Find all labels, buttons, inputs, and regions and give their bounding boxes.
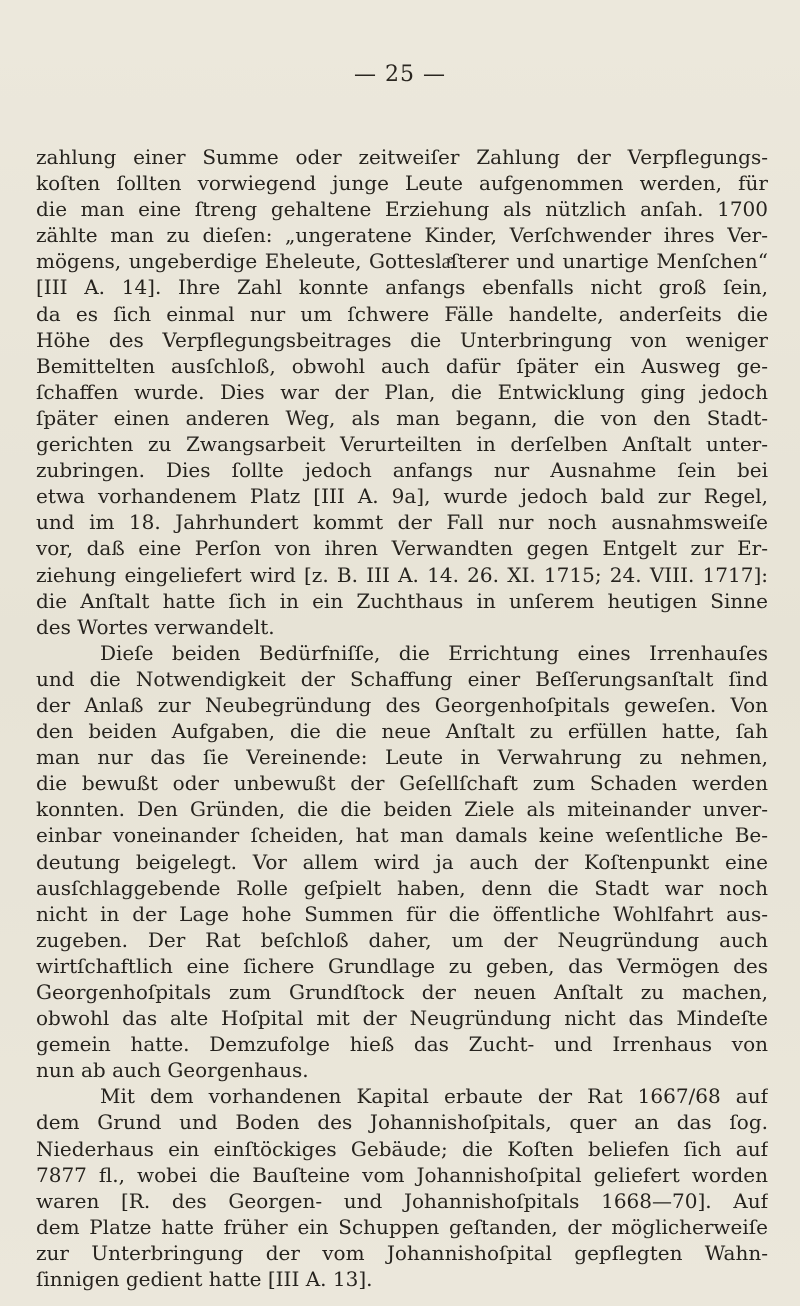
text-line: ſpäter einen anderen Weg, als man begann, die von den Stadt- (36, 405, 768, 430)
text-line: waren [R. des Georgen- und Johannishoſpitals 1668—70]. Auf (36, 1188, 768, 1213)
text-line: den beiden Aufgaben, die die neue Anſtalt zu erfüllen hatte, ſah (36, 719, 768, 744)
text-line: ſchaffen wurde. Dies war der Plan, die Entwicklung ging jedoch (36, 379, 768, 404)
text-line: des Wortes verwandelt. (36, 614, 275, 639)
text-line: nun ab auch Georgenhaus. (36, 1058, 309, 1083)
text-line: wirtſchaftlich eine ſichere Grundlage zu geben, das Vermögen des (36, 953, 768, 978)
text-line: die bewußt oder unbewußt der Geſellſchaft zum Schaden werden (36, 771, 768, 796)
text-line: Höhe des Verpflegungsbeitrages die Unterbringung von weniger (36, 327, 768, 352)
text-line: Bemittelten ausſchloß, obwohl auch dafür ſpäter ein Ausweg ge- (36, 353, 768, 378)
paragraph-1 (36, 144, 768, 640)
text-line: ziehung eingeliefert wird [z. B. III A. 14. 26. XI. 1715; 24. VIII. 1717]: (36, 562, 768, 587)
text-line: vor, daß eine Perſon von ihren Verwandten gegen Entgelt zur Er- (36, 536, 768, 561)
text-line: ausſchlaggebende Rolle geſpielt haben, denn die Stadt war noch (36, 875, 768, 900)
text-line: Mit dem vorhandenen Kapital erbaute der Rat 1667/68 auf (100, 1084, 768, 1109)
text-line: nicht in der Lage hohe Summen für die öffentliche Wohlfahrt aus- (36, 901, 768, 926)
text-line: 7877 fl., wobei die Bauſteine vom Johannishoſpital geliefert worden (36, 1162, 768, 1187)
text-line: man nur das ſie Vereinende: Leute in Verwahrung zu nehmen, (36, 745, 768, 770)
text-line: Georgenhoſpitals zum Grundſtock der neuen Anſtalt zu machen, (36, 980, 768, 1004)
text-line: mögens, ungeberdige Eheleute, Gotteslaͤſterer und unartige Menſchen“ (36, 249, 768, 274)
text-line: zahlung einer Summe oder zeitweiſer Zahlung der Verpflegungs- (36, 145, 768, 169)
text-line: etwa vorhandenem Platz [III A. 9a], wurde jedoch bald zur Regel, (36, 484, 768, 509)
text-line: zugeben. Der Rat beſchloß daher, um der Neugründung auch (36, 927, 768, 952)
text-line: die man eine ſtreng gehaltene Erziehung als nützlich anſah. 1700 (36, 197, 768, 222)
page-number: — 25 — (354, 62, 446, 87)
text-line: der Anlaß zur Neubegründung des Georgenhoſpitals geweſen. Von (36, 692, 768, 717)
text-line: Niederhaus ein einſtöckiges Gebäude; die Koſten beliefen ſich auf (36, 1136, 768, 1161)
text-line: zubringen. Dies ſollte jedoch anfangs nur Ausnahme ſein bei (36, 458, 768, 483)
paragraph-2 (36, 640, 768, 1084)
text-line: gemein hatte. Demzufolge hieß das Zucht- und Irrenhaus von (36, 1032, 768, 1057)
text-line: und die Notwendigkeit der Schaffung einer Beſſerungsanſtalt ſind (36, 666, 768, 691)
text-line: koſten ſollten vorwiegend junge Leute aufgenommen werden, für (36, 171, 768, 196)
text-line: zur Unterbringung der vom Johannishoſpital gepflegten Wahn- (36, 1240, 768, 1265)
text-line: Dieſe beiden Bedürfniſſe, die Errichtung eines Irrenhauſes (100, 640, 768, 665)
text-line: die Anſtalt hatte ſich in ein Zuchthaus in unſerem heutigen Sinne (36, 588, 768, 613)
body-text (36, 144, 768, 1292)
text-line: zählte man zu dieſen: „ungeratene Kinder, Verſchwender ihres Ver- (36, 223, 768, 248)
text-line: und im 18. Jahrhundert kommt der Fall nur noch ausnahmsweiſe (36, 510, 768, 535)
text-line: konnten. Den Gründen, die die beiden Ziele als miteinander unver- (36, 797, 768, 822)
text-line: einbar voneinander ſcheiden, hat man damals keine weſentliche Be- (36, 823, 768, 848)
text-line: ſinnigen gedient hatte [III A. 13]. (36, 1267, 373, 1292)
text-line: deutung beigelegt. Vor allem wird ja auch der Koſtenpunkt eine (36, 849, 768, 874)
paragraph-3 (36, 1083, 768, 1292)
text-line: gerichten zu Zwangsarbeit Verurteilten in derſelben Anſtalt unter- (36, 432, 768, 457)
text-line: dem Grund und Boden des Johannishoſpitals, quer an das ſog. (36, 1110, 768, 1135)
text-line: da es ſich einmal nur um ſchwere Fälle handelte, anderſeits die (36, 301, 768, 326)
text-line: obwohl das alte Hoſpital mit der Neugründung nicht das Mindeſte (36, 1006, 768, 1031)
text-line: dem Platze hatte früher ein Schuppen geſtanden, der möglicherweiſe (36, 1214, 768, 1239)
text-line: [III A. 14]. Ihre Zahl konnte anfangs ebenfalls nicht groß ſein, (36, 275, 768, 300)
